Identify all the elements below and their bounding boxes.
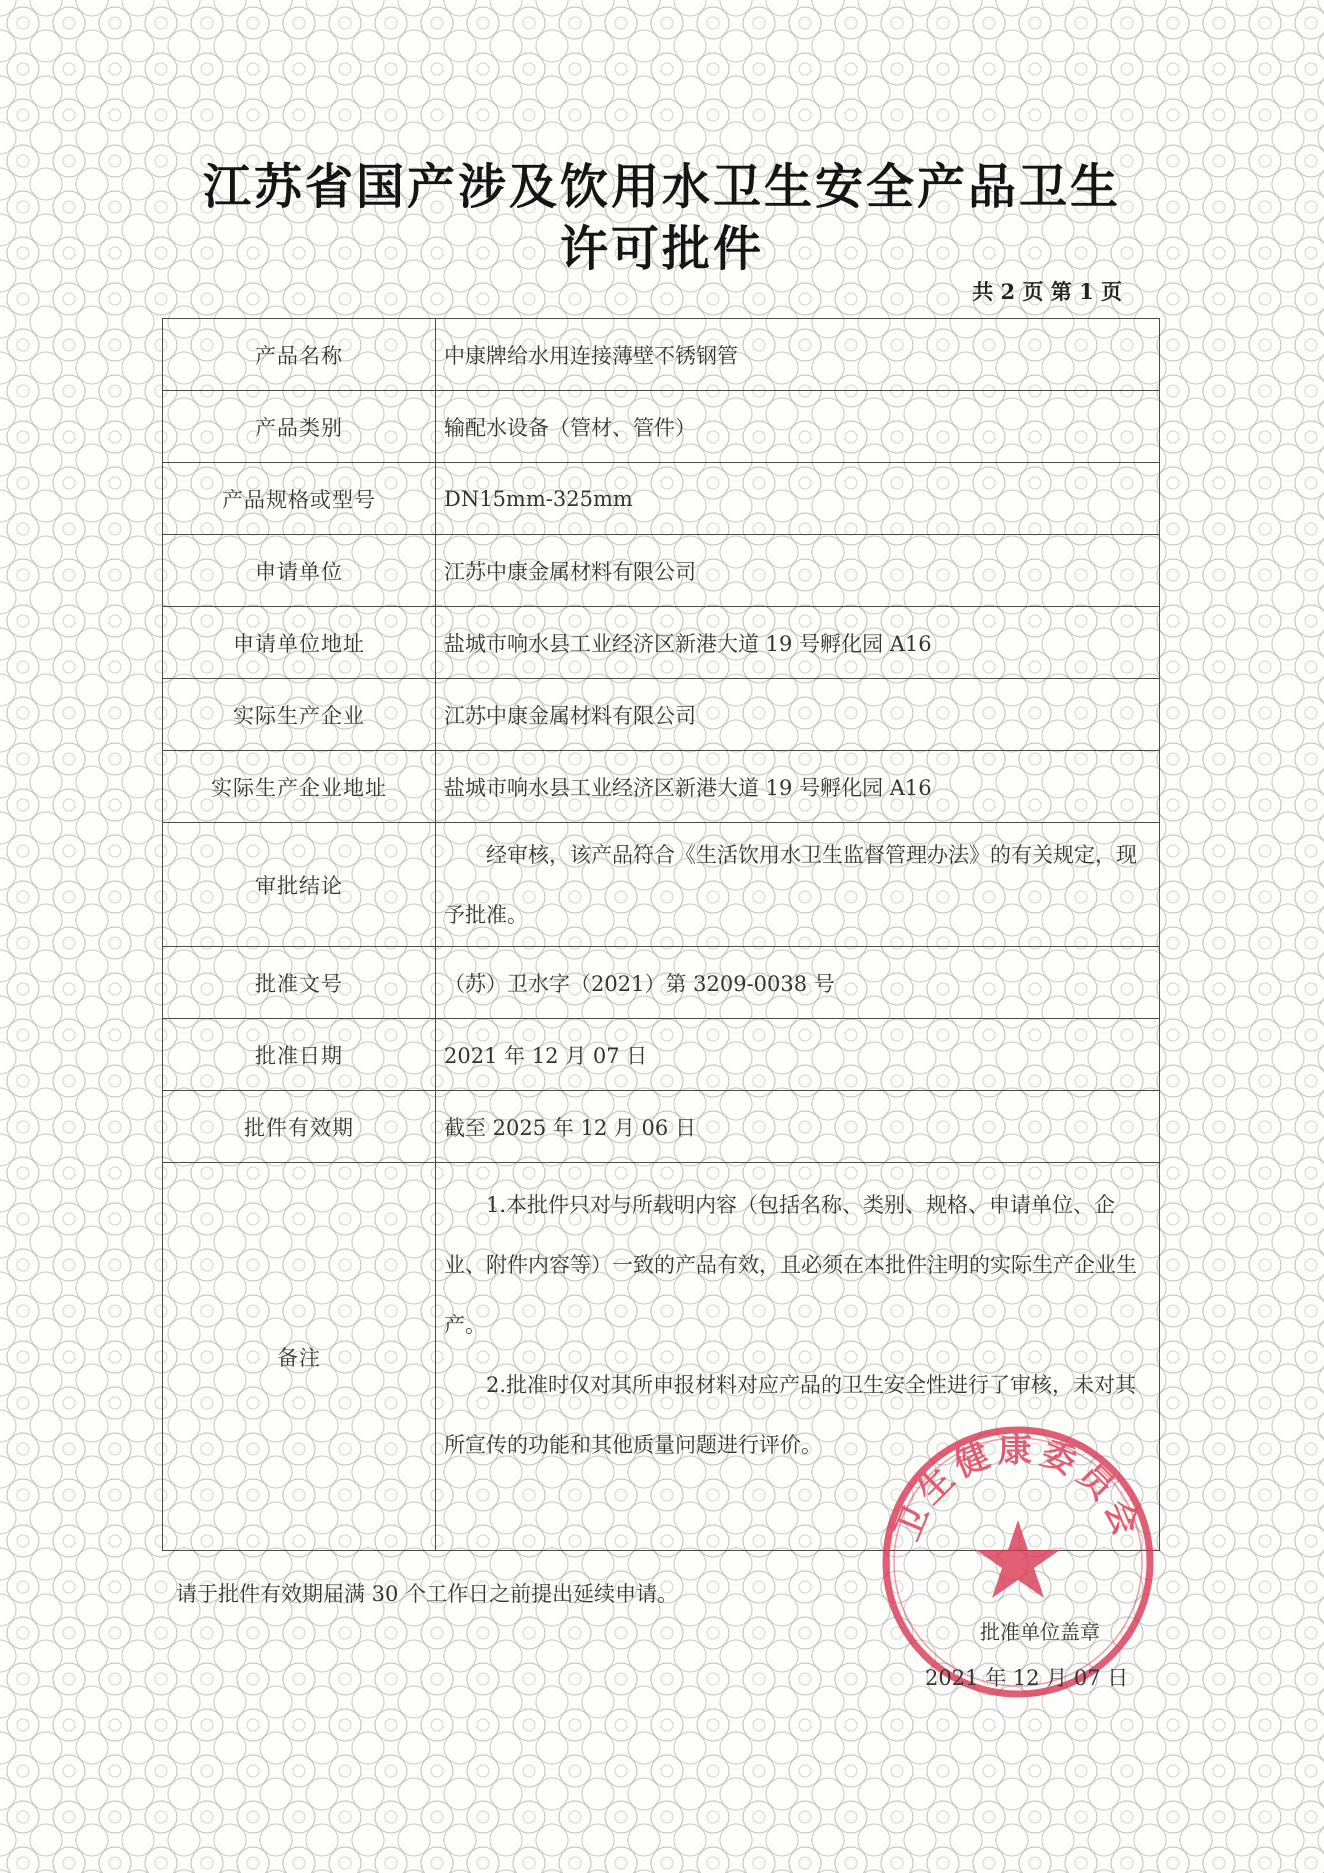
row-value-validity: 截至 2025 年 12 月 06 日 [436, 1091, 1160, 1163]
table-row [163, 947, 1160, 1019]
page-info: 共 2 页 第 1 页 [972, 279, 1122, 304]
row-value-conclusion [436, 823, 1160, 947]
row-value-approval-date: 2021 年 12 月 07 日 [436, 1019, 1160, 1091]
row-value-applicant: 江苏中康金属材料有限公司 [436, 535, 1160, 607]
row-label-manufacturer-address: 实际生产企业地址 [163, 751, 436, 823]
table-row [163, 319, 1160, 391]
row-label-conclusion: 审批结论 [163, 823, 436, 947]
row-label-validity: 批件有效期 [163, 1091, 436, 1163]
row-label-product-category: 产品类别 [163, 391, 436, 463]
seal-star-icon [976, 1520, 1060, 1598]
row-label-approval-number: 批准文号 [163, 947, 436, 1019]
row-label-approval-date: 批准日期 [163, 1019, 436, 1091]
remark-paragraph-1: 1.本批件只对与所载明内容（包括名称、类别、规格、申请单位、企业、附件内容等）一致的产品有效，且必须在本批件注明的实际生产企业生产。 [444, 1193, 1137, 1337]
seal-date: 2021 年 12 月 07 日 [925, 1666, 1129, 1690]
row-label-remarks: 备注 [163, 1163, 436, 1551]
table-row [163, 1091, 1160, 1163]
document-title-line1: 江苏省国产涉及饮用水卫生安全产品卫生 [202, 159, 1121, 215]
row-value-product-name: 中康牌给水用连接薄壁不锈钢管 [436, 319, 1160, 391]
row-value-applicant-address: 盐城市响水县工业经济区新港大道 19 号孵化园 A16 [436, 607, 1160, 679]
table-row [163, 463, 1160, 535]
seal-text: 卫生健康委员会 [887, 1430, 1149, 1547]
row-value-manufacturer-address: 盐城市响水县工业经济区新港大道 19 号孵化园 A16 [436, 751, 1160, 823]
table-row [163, 607, 1160, 679]
official-seal-stamp [878, 1422, 1158, 1702]
row-label-product-name: 产品名称 [163, 319, 436, 391]
renewal-notice: 请于批件有效期届满 30 个工作日之前提出延续申请。 [176, 1582, 679, 1606]
table-row [163, 1019, 1160, 1091]
row-value-product-category: 输配水设备（管材、管件） [436, 391, 1160, 463]
table-row [163, 751, 1160, 823]
seal-signature-label: 批准单位盖章 [980, 1620, 1100, 1644]
table-row [163, 679, 1160, 751]
row-value-approval-number: （苏）卫水字（2021）第 3209-0038 号 [436, 947, 1160, 1019]
conclusion-text: 经审核，该产品符合《生活饮用水卫生监督管理办法》的有关规定，现予批准。 [444, 842, 1137, 927]
certificate-table [162, 318, 1160, 1551]
row-value-spec: DN15mm-325mm [436, 463, 1160, 535]
row-label-spec: 产品规格或型号 [163, 463, 436, 535]
table-row [163, 535, 1160, 607]
row-value-manufacturer: 江苏中康金属材料有限公司 [436, 679, 1160, 751]
table-row [163, 823, 1160, 947]
table-row [163, 391, 1160, 463]
row-label-manufacturer: 实际生产企业 [163, 679, 436, 751]
document-title-line2: 许可批件 [559, 221, 764, 277]
row-label-applicant-address: 申请单位地址 [163, 607, 436, 679]
remark-paragraph-2: 2.批准时仅对其所申报材料对应产品的卫生安全性进行了审核，未对其所宣传的功能和其他质量问题进行评价。 [444, 1373, 1137, 1457]
row-label-applicant: 申请单位 [163, 535, 436, 607]
